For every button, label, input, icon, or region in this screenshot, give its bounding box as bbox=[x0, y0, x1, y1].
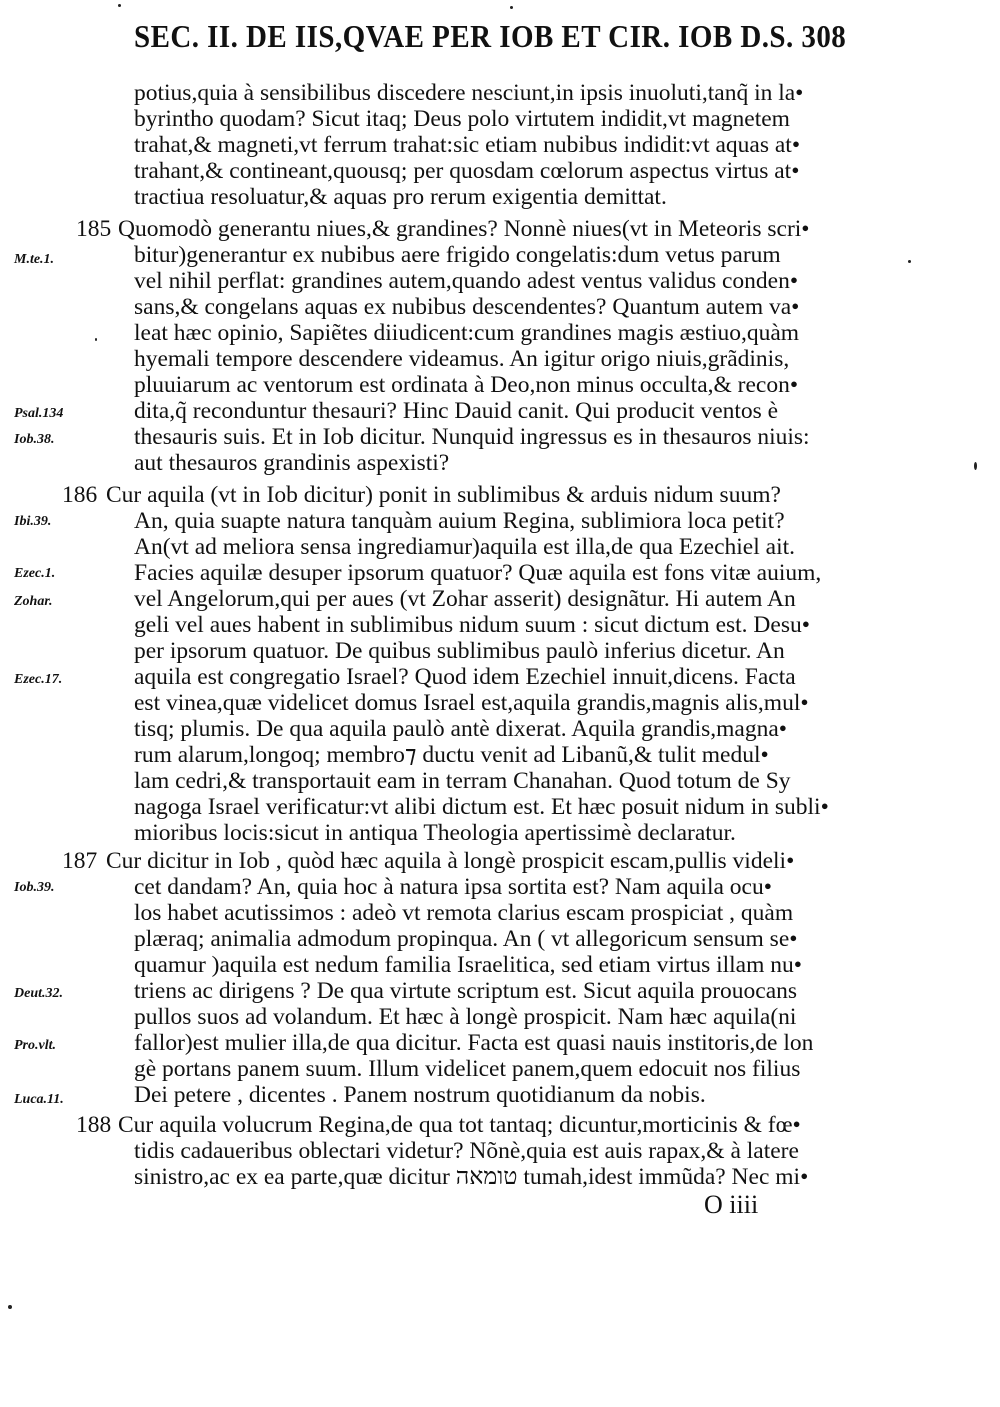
text-line: sans,& congelans aquas ex nubibus descendentes? Quantum autem va• bbox=[134, 294, 800, 320]
text-line: aquila est congregatio Israel? Quod idem Ezechiel innuit,dicens. Facta bbox=[134, 664, 796, 690]
paragraph-number: 187 bbox=[62, 848, 98, 874]
paragraph-number: 186 bbox=[62, 482, 98, 508]
margin-reference: Deut.32. bbox=[14, 986, 63, 1001]
text-line: sinistro,ac ex ea parte,quæ dicitur טומאה tumah,idest immũda? Nec mi• bbox=[134, 1164, 809, 1190]
scan-speck bbox=[510, 6, 513, 9]
text-line: Cur aquila (vt in Iob dicitur) ponit in sublimibus & arduis nidum suum? bbox=[106, 482, 781, 508]
margin-reference: M.te.1. bbox=[14, 252, 55, 267]
text-line: thesauris suis. Et in Iob dicitur. Nunquid ingressus es in thesauros niuis: bbox=[134, 424, 810, 450]
text-line: Quomodò generantu niues,& grandines? Nonnè niues(vt in Meteoris scri• bbox=[118, 216, 810, 242]
text-line: quamur )aquila est nedum familia Israelitica, sed etiam virtus illam nu• bbox=[134, 952, 802, 978]
paragraph-number: 185 bbox=[76, 216, 112, 242]
text-line: geli vel aues habent in sublimibus nidum suum : sicut dictum est. Desu• bbox=[134, 612, 810, 638]
text-line: pluuiarum ac ventorum est ordinata à Deo,non minus occulta,& recon• bbox=[134, 372, 799, 398]
text-line: leat hæc opinio, Sapiẽtes diiudicent:cum grandines magis æstiuo,quàm bbox=[134, 320, 800, 346]
paragraph-number: 188 bbox=[76, 1112, 112, 1138]
text-line: vel nihil perflat: grandines autem,quando adest ventus validus conden• bbox=[134, 268, 799, 294]
text-line: los habet acutissimos : adeò vt remota clarius escam prospiciat , quàm bbox=[134, 900, 794, 926]
margin-reference: Psal.134 bbox=[14, 406, 64, 421]
text-line: mioribus locis:sicut in antiqua Theologia apertissimè declaratur. bbox=[134, 820, 736, 846]
margin-reference: Iob.38. bbox=[14, 432, 55, 447]
scan-speck bbox=[908, 260, 911, 263]
text-line: gè portans panem suum. Illum videlicet panem,quem edocuit nos filius bbox=[134, 1056, 801, 1082]
text-line: Cur aquila volucrum Regina,de qua tot tantaq; dicuntur,morticinis & fœ• bbox=[118, 1112, 801, 1138]
text-line: tractiua resoluatur,& aquas pro rerum exigentia demittat. bbox=[134, 184, 667, 210]
margin-reference: Ezec.1. bbox=[14, 566, 56, 581]
text-line: potius,quia à sensibilibus discedere nesciunt,in ipsis inuoluti,tanq̃ in la• bbox=[134, 80, 804, 106]
text-line: nagoga Israel verificatur:vt alibi dictum est. Et hæc posuit nidum in subli• bbox=[134, 794, 829, 820]
scan-speck bbox=[8, 1305, 12, 1309]
text-line: fallor)est mulier illa,de qua dicitur. Facta est quasi nauis institoris,de lon bbox=[134, 1030, 814, 1056]
text-line: cet dandam? An, quia hoc à natura ipsa sortita est? Nam aquila ocu• bbox=[134, 874, 772, 900]
text-line: hyemali tempore descendere videamus. An igitur origo niuis,grãdinis, bbox=[134, 346, 790, 372]
text-line: bitur)generantur ex nubibus aere frigido congelatis:dum vetus parum bbox=[134, 242, 781, 268]
margin-reference: Pro.vlt. bbox=[14, 1038, 56, 1053]
signature-mark: O iiii bbox=[704, 1190, 759, 1219]
text-line: Facies aquilæ desuper ipsorum quatuor? Quæ aquila est fons vitæ auium, bbox=[134, 560, 822, 586]
text-line: pullos suos ad volandum. Et hæc à longè prospicit. Nam hæc aquila(ni bbox=[134, 1004, 797, 1030]
scan-speck bbox=[95, 338, 97, 341]
text-line: aut thesauros grandinis aspexisti? bbox=[134, 450, 450, 476]
margin-reference: Ezec.17. bbox=[14, 672, 63, 687]
text-line: plæraq; animalia admodum propinqua. An ( vt allegoricum sensum se• bbox=[134, 926, 798, 952]
margin-reference: Luca.11. bbox=[14, 1092, 64, 1107]
text-line: trahat,& magneti,vt ferrum trahat:sic etiam nubibus indidit:vt aquas at• bbox=[134, 132, 801, 158]
text-line: triens ac dirigens ? De qua virtute scriptum est. Sicut aquila prouocans bbox=[134, 978, 798, 1004]
scan-speck bbox=[118, 4, 121, 7]
text-line: tidis cadaueribus oblectari videtur? Nõnè,quia est auis rapax,& à latere bbox=[134, 1138, 799, 1164]
running-header: SEC. II. DE IIS,QVAE PER IOB ET CIR. IOB D.S. 308 bbox=[134, 18, 847, 54]
text-line: An, quia suapte natura tanquàm auium Regina, sublimiora loca petit? bbox=[134, 508, 785, 534]
text-line: byrintho quodam? Sicut itaq; Deus polo virtutem indidit,vt magnetem bbox=[134, 106, 790, 132]
margin-reference: Zohar. bbox=[14, 594, 53, 609]
text-line: dita,q̃ reconduntur thesauri? Hinc Dauid canit. Qui producit ventos è bbox=[134, 398, 779, 424]
text-line: trahant,& contineant,quousq; per quosdam cœlorum aspectus virtus at• bbox=[134, 158, 800, 184]
margin-reference: Iob.39. bbox=[14, 880, 55, 895]
text-line: Dei petere , dicentes . Panem nostrum quotidianum da nobis. bbox=[134, 1082, 706, 1108]
text-line: rum alarum,longoq; membro⁊ ductu venit ad Libanũ,& tulit medul• bbox=[134, 742, 769, 768]
text-line: est vinea,quæ videlicet domus Israel est,aquila grandis,magnis alis,mul• bbox=[134, 690, 809, 716]
scan-speck bbox=[974, 462, 977, 470]
text-line: lam cedri,& transportauit eam in terram Chanahan. Quod totum de Sy bbox=[134, 768, 791, 794]
margin-reference: Ibi.39. bbox=[14, 514, 52, 529]
text-line: vel Angelorum,qui per aues (vt Zohar asserit) designãtur. Hi autem An bbox=[134, 586, 796, 612]
text-line: tisq; plumis. De qua aquila paulò antè dixerat. Aquila grandis,magna• bbox=[134, 716, 788, 742]
text-line: per ipsorum quatuor. De quibus sublimibus paulò inferius dicetur. An bbox=[134, 638, 785, 664]
text-line: An(vt ad meliora sensa ingrediamur)aquila est illa,de qua Ezechiel ait. bbox=[134, 534, 796, 560]
text-line: Cur dicitur in Iob , quòd hæc aquila à longè prospicit escam,pullis videli• bbox=[106, 848, 795, 874]
